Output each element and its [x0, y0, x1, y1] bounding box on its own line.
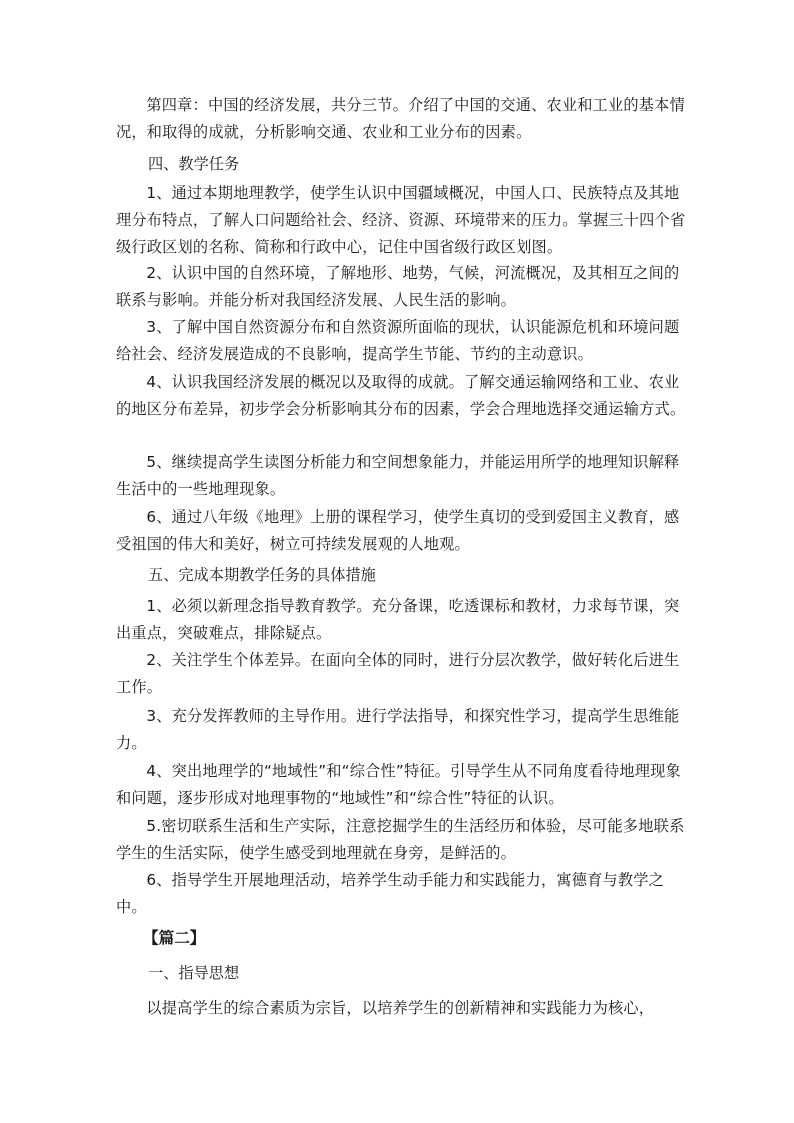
paragraph-measure-4: 4、突出地理学的“地域性”和“综合性”特征。引导学生从不同角度看待地理现象和问题，逐步形成对地理事物的“地域性”和“综合性”特征的认识。 [116, 762, 681, 807]
paragraph-chapter-four: 第四章：中国的经济发展，共分三节。介绍了中国的交通、农业和工业的基本情况，和取得的成就，分析影响交通、农业和工业分布的因素。 [116, 96, 685, 141]
paragraph-task-1: 1、通过本期地理教学，使学生认识中国疆域概况，中国人口、民族特点及其地理分布特点，了解人口问题给社会、经济、资源、环境带来的压力。掌握三十四个省级行政区划的名称、简称和行政中心，记住中国省级行政区划图。 [116, 184, 686, 256]
heading-measures: 五、完成本期教学任务的具体措施 [148, 566, 376, 584]
paragraph-task-5: 5、继续提高学生读图分析能力和空间想象能力，并能运用所学的地理知识解释生活中的一些地理现象。 [116, 453, 680, 498]
paragraph-measure-6: 6、指导学生开展地理活动，培养学生动手能力和实践能力，寓德育与教学之中。 [116, 871, 665, 916]
paragraph-measure-2: 2、关注学生个体差异。在面向全体的同时，进行分层次教学，做好转化后进生工作。 [116, 651, 680, 696]
paragraph-task-2: 2、认识中国的自然环境，了解地形、地势，气候，河流概况，及其相互之间的联系与影响。并能分析对我国经济发展、人民生活的影响。 [116, 264, 680, 309]
section-part-two: 【篇二】 [143, 929, 206, 947]
paragraph-task-6: 6、通过八年级《地理》上册的课程学习，使学生真切的受到爱国主义教育，感受祖国的伟大和美好，树立可持续发展观的人地观。 [116, 508, 680, 553]
paragraph-measure-5: 5.密切联系生活和生产实际，注意挖掘学生的生活经历和体验，尽可能多地联系学生的生活实际，使学生感受到地理就在身旁，是鲜活的。 [116, 817, 685, 862]
paragraph-measure-1: 1、必须以新理念指导教育教学。充分备课，吃透课标和教材，力求每节课，突出重点，突破难点，排除疑点。 [116, 597, 680, 642]
paragraph-measure-3: 3、充分发挥教师的主导作用。进行学法指导，和探究性学习，提高学生思维能力。 [116, 707, 680, 752]
heading-guiding-ideology: 一、指导思想 [148, 964, 240, 982]
paragraph-task-4: 4、认识我国经济发展的概况以及取得的成就。了解交通运输网络和工业、农业的地区分布差异，初步学会分析影响其分布的因素，学会合理地选择交通运输方式。 [116, 373, 686, 418]
paragraph-guiding-ideology: 以提高学生的综合素质为宗旨，以培养学生的创新精神和实践能力为核心， [146, 999, 655, 1017]
paragraph-task-3: 3、了解中国自然资源分布和自然资源所面临的现状，认识能源危机和环境问题给社会、经济发展造成的不良影响，提高学生节能、节约的主动意识。 [116, 318, 680, 363]
heading-teaching-tasks: 四、教学任务 [148, 155, 240, 173]
